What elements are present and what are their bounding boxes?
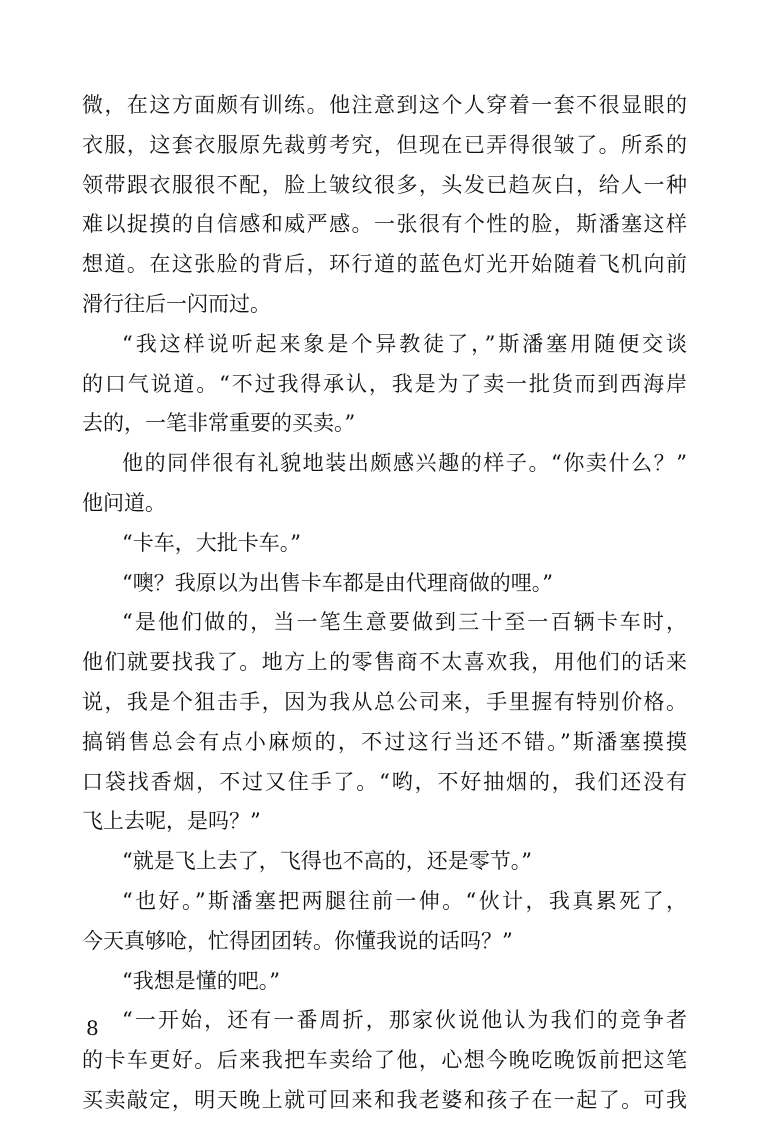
text-line: “一开始，还有一番周折，那家伙说他认为我们的竞争者 [122,1008,687,1033]
text-line: 他的同伴很有礼貌地装出颇感兴趣的样子。“你卖什么？” [122,451,687,476]
text-line: 滑行往后一闪而过。 [82,291,271,316]
text-line: 的口气说道。“不过我得承认，我是为了卖一批货而到西海岸 [82,371,687,396]
text-line: “我这样说听起来象是个异教徒了，”斯潘塞用随便交谈 [122,331,687,356]
text-line: 搞销售总会有点小麻烦的，不过这行当还不错。”斯潘塞摸摸 [82,729,687,754]
text-line: “噢？我原以为出售卡车都是由代理商做的哩。” [122,570,553,595]
text-line: 今天真够呛，忙得团团转。你懂我说的话吗？” [82,928,513,953]
text-line: “我想是懂的吧。” [122,968,280,993]
text-line: 衣服，这套衣服原先裁剪考究，但现在已弄得很皱了。所系的 [82,132,687,157]
text-line: 去的，一笔非常重要的买卖。” [82,411,356,436]
body-text [82,86,687,1121]
text-line: 他们就要找我了。地方上的零售商不太喜欢我，用他们的话来 [82,650,687,675]
text-line: 难以捉摸的自信感和威严感。一张很有个性的脸，斯潘塞这样 [82,212,687,237]
text-line: 买卖敲定，明天晚上就可回来和我老婆和孩子在一起了。可我 [82,1087,687,1112]
text-line: 说，我是个狙击手，因为我从总公司来，手里握有特别价格。 [82,689,687,714]
text-line: 他问道。 [82,490,166,515]
text-line: 想道。在这张脸的背后，环行道的蓝色灯光开始随着飞机向前 [82,252,687,277]
text-line: “卡车，大批卡车。” [122,530,301,555]
text-line: “就是飞上去了，飞得也不高的，还是零节。” [122,849,532,874]
text-line: “也好。”斯潘塞把两腿往前一伸。“伙计，我真累死了， [122,888,687,913]
text-line: 微，在这方面颇有训练。他注意到这个人穿着一套不很显眼的 [82,93,687,117]
page-number: 8 [86,1016,99,1040]
text-line: 领带跟衣服很不配，脸上皱纹很多，头发已趋灰白，给人一种 [82,172,687,197]
text-line: 的卡车更好。后来我把车卖给了他，心想今晚吃晚饭前把这笔 [82,1048,687,1073]
text-line: 口袋找香烟，不过又住手了。“哟，不好抽烟的，我们还没有 [82,769,687,794]
text-line: “是他们做的，当一笔生意要做到三十至一百辆卡车时， [122,610,687,635]
text-line: 飞上去呢，是吗？” [82,809,261,834]
